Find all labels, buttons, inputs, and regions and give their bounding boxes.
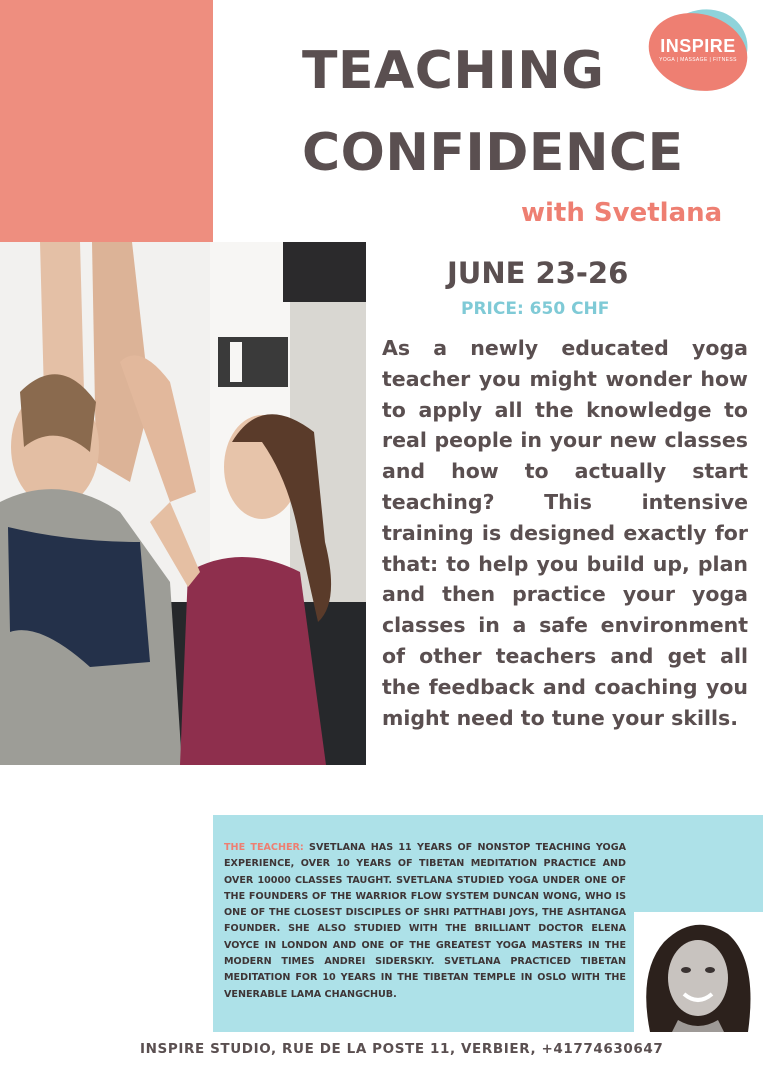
title-line-2: CONFIDENCE: [302, 123, 684, 183]
coral-color-block: [0, 0, 213, 242]
page-title: [302, 30, 702, 194]
event-price: PRICE: 650 CHF: [461, 299, 610, 319]
teacher-portrait-illustration: [634, 912, 763, 1032]
teacher-portrait: [634, 912, 763, 1032]
teacher-bio-heading: THE TEACHER:: [224, 842, 304, 853]
title-line-1: TEACHING: [302, 41, 605, 101]
logo-tagline: YOGA | MASSAGE | FITNESS: [659, 57, 737, 63]
studio-address-footer: INSPIRE STUDIO, RUE DE LA POSTE 11, VERBIER, +41774630647: [140, 1041, 664, 1057]
teacher-bio-text: SVETLANA HAS 11 YEARS OF NONSTOP TEACHING YOGA EXPERIENCE, OVER 10 YEARS OF TIBETAN MEDITATION PRACTICE AND OVER 10000 CLASSES TAUGHT. SVETLANA STUDIED YOGA UNDER ONE OF THE FOUNDERS OF THE WARRIOR FLOW SYSTEM DUNCAN WONG, WHO IS ONE OF THE CLOSEST DISCIPLES OF SHRI PATTHABI JOYS, THE ASHTANGA FOUNDER. SHE ALSO STUDIED WITH THE BRILLIANT DOCTOR ELENA VOYCE IN LONDON AND ONE OF THE GREATEST YOGA MASTERS IN THE MODERN TIMES ANDREI SIDERSKIY. SVETLANA PRACTICED TIBETAN MEDITATION FOR 10 YEARS IN THE TIBETAN TEMPLE IN OSLO WITH THE VENERABLE LAMA CHANGCHUB.: [224, 842, 626, 1000]
teacher-bio: [224, 840, 626, 1003]
page-subtitle: with Svetlana: [521, 198, 723, 228]
logo-wordmark: INSPIRE: [660, 36, 736, 56]
yoga-class-photo: [0, 242, 366, 765]
yoga-photo-illustration: [0, 242, 366, 765]
event-date: JUNE 23-26: [447, 256, 629, 290]
event-description: As a newly educated yoga teacher you might wonder how to apply all the knowledge to real people in your new classes and how to actually start teaching? This intensive training is designed exactly for that: to help you build up, plan and then practice your yoga classes in a safe environment of other teachers and get all the feedback and coaching you might need to tune your skills.: [382, 336, 748, 730]
